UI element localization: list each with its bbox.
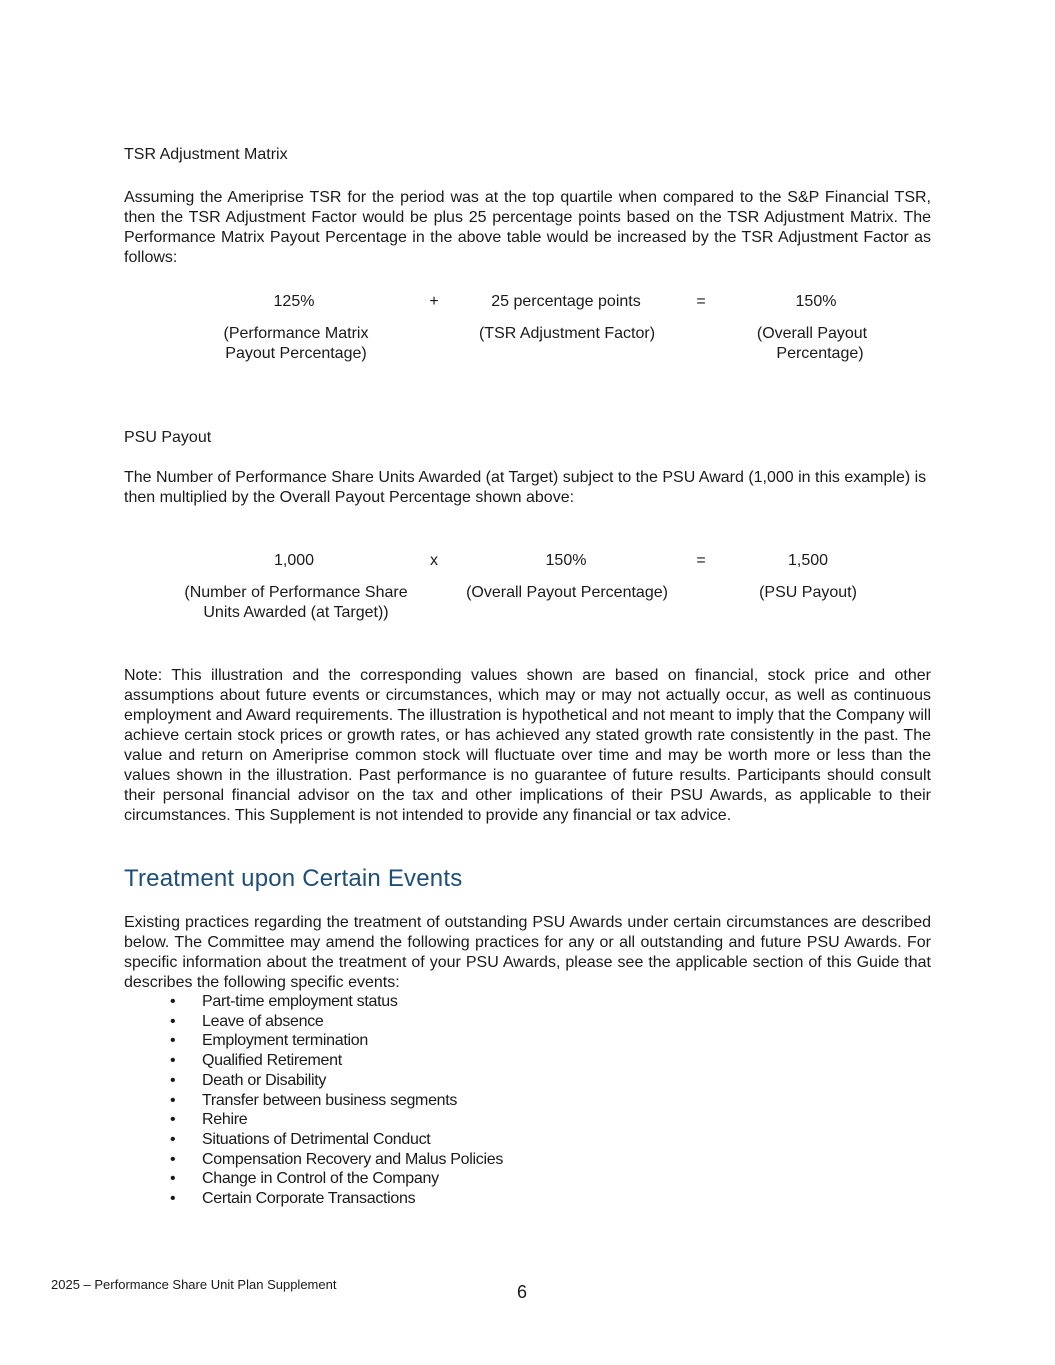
bullet-icon: • <box>170 1130 176 1148</box>
bullet-icon: • <box>170 993 176 1010</box>
bullet-icon: • <box>170 1170 176 1188</box>
equation-result-payout: 1,500 <box>787 552 829 569</box>
list-item-label: Situations of Detrimental Conduct <box>202 1130 431 1148</box>
bullet-icon: • <box>170 1012 176 1030</box>
events-list <box>170 992 503 1209</box>
tsr-matrix-paragraph: Assuming the Ameriprise TSR for the period was at the top quartile when compared to the S&P Financial TSR, then the TSR Adjustment Factor would be plus 25 percentage points based on the TSR Adjustment Matrix. The Performance Matrix Payout Percentage in the above table would be increased by the TSR Adjustment Factor as follows: <box>124 189 931 266</box>
bullet-icon: • <box>170 1052 176 1070</box>
equation-equals-operator: = <box>696 552 706 569</box>
bullet-icon: • <box>170 1190 176 1208</box>
list-item <box>170 1130 503 1150</box>
equation-result-overall: 150% <box>795 293 837 310</box>
list-item-label: Rehire <box>202 1111 248 1129</box>
caption-psu-payout: (PSU Payout) <box>759 584 857 601</box>
list-item <box>170 1150 503 1170</box>
list-item <box>170 992 503 1012</box>
list-item <box>170 1031 503 1051</box>
disclaimer-note: Note: This illustration and the corresponding values shown are based on financial, stock price and other assumptions about future events or circumstances, which may or may not actually occur, as well as continuous employment and Award requirements. The illustration is hypothetical and not meant to imply that the Company will achieve certain stock prices or growth rates, or has achieved any stated growth rate consistently in the past. The value and return on Ameriprise common stock will fluctuate over time and may be worth more or less than the values shown in the illustration. Past performance is no guarantee of future results. Participants should consult their personal financial advisor on the tax and other implications of their PSU Awards, as applicable to their circumstances. This Supplement is not intended to provide any financial or tax advice. <box>124 667 931 824</box>
list-item-label: Leave of absence <box>202 1012 324 1030</box>
treatment-paragraph: Existing practices regarding the treatment of outstanding PSU Awards under certain circumstances are described below. The Committee may amend the following practices for any or all outstanding and future PSU Awards. For specific information about the treatment of your PSU Awards, please see the applicable section of this Guide that describes the following specific events: <box>124 914 931 991</box>
bullet-icon: • <box>170 1111 176 1129</box>
bullet-icon: • <box>170 1071 176 1089</box>
equation-multiply-operator: x <box>430 552 438 569</box>
equation-term-tsr: 25 percentage points <box>491 293 641 310</box>
caption-performance-matrix: (Performance Matrix Payout Percentage) <box>223 325 369 362</box>
psu-payout-heading: PSU Payout <box>124 429 212 446</box>
equation-term-units: 1,000 <box>273 552 315 569</box>
list-item-label: Death or Disability <box>202 1071 327 1089</box>
list-item-label: Certain Corporate Transactions <box>202 1190 416 1208</box>
caption-overall-payout: (Overall Payout Percentage) <box>756 325 868 362</box>
caption-overall-payout-percentage: (Overall Payout Percentage) <box>466 584 668 601</box>
caption-tsr-adjustment: (TSR Adjustment Factor) <box>478 325 656 342</box>
equation-term-performance: 125% <box>273 293 315 310</box>
equation-term-overall: 150% <box>545 552 587 569</box>
tsr-matrix-heading: TSR Adjustment Matrix <box>124 146 288 163</box>
list-item-label: Employment termination <box>202 1032 368 1050</box>
list-item <box>170 1110 503 1130</box>
bullet-icon: • <box>170 1032 176 1050</box>
equation-plus-operator: + <box>429 293 439 310</box>
list-item <box>170 1169 503 1189</box>
list-item-label: Transfer between business segments <box>202 1091 458 1109</box>
bullet-icon: • <box>170 1091 176 1109</box>
list-item-label: Part-time employment status <box>202 993 398 1010</box>
list-item-label: Change in Control of the Company <box>202 1170 439 1188</box>
list-item <box>170 1051 503 1071</box>
list-item <box>170 1071 503 1091</box>
list-item <box>170 1189 503 1209</box>
equation-equals-operator: = <box>696 293 706 310</box>
caption-units-awarded: (Number of Performance Share Units Awarded (at Target)) <box>184 584 408 621</box>
list-item <box>170 1091 503 1111</box>
psu-payout-paragraph: The Number of Performance Share Units Awarded (at Target) subject to the PSU Award (1,000 in this example) is then multiplied by the Overall Payout Percentage shown above: <box>124 469 927 506</box>
list-item-label: Qualified Retirement <box>202 1052 342 1070</box>
page-number: 6 <box>517 1282 528 1302</box>
section-title: Treatment upon Certain Events <box>124 865 463 892</box>
list-item-label: Compensation Recovery and Malus Policies <box>202 1150 504 1168</box>
footer-document-title: 2025 – Performance Share Unit Plan Supplement <box>51 1277 337 1292</box>
list-item <box>170 1012 503 1032</box>
bullet-icon: • <box>170 1150 176 1168</box>
